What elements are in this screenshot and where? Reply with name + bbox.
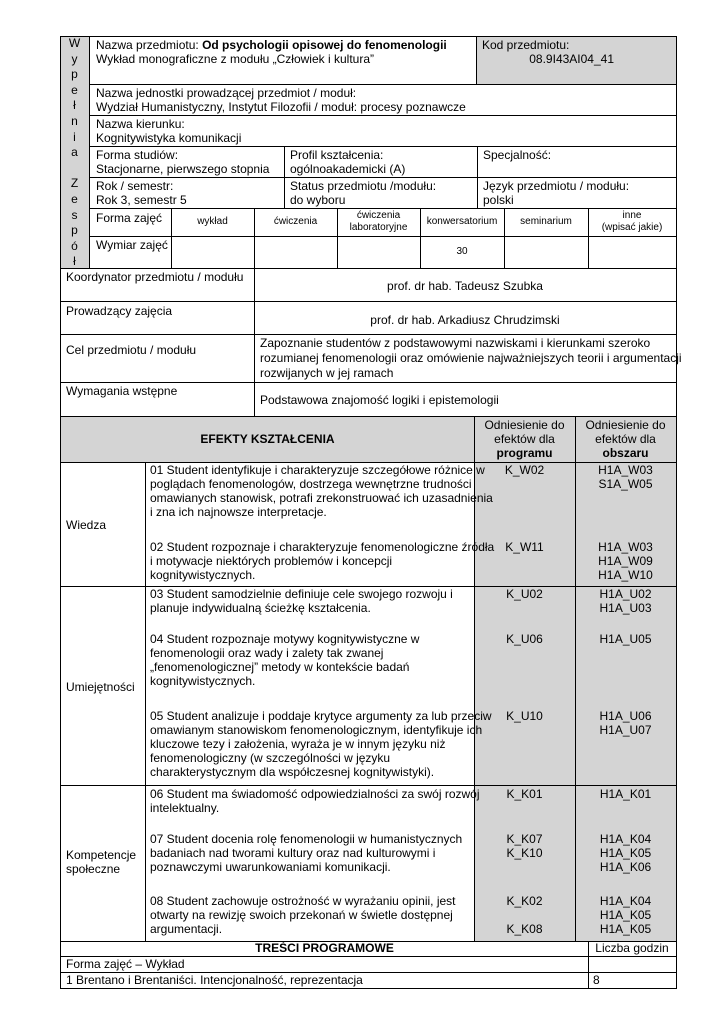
lecturer-value: prof. dr hab. Arkadiusz Chrudzimski	[370, 313, 560, 327]
profile-label: Profil kształcenia:	[290, 148, 384, 162]
spec-label: Specjalność:	[483, 148, 552, 162]
program-title: TREŚCI PROGRAMOWE	[255, 941, 394, 955]
effect-01-prog: K_W02	[504, 463, 545, 477]
year-value: Rok 3, semestr 5	[96, 193, 187, 207]
program-hours-head: Liczba godzin	[595, 941, 669, 955]
effect-04: 04 Student rozpoznaje motywy kognitywistyczne w fenomenologii oraz wady i zalety tak zwanej „fenomenologicznej” metody w kontekście badań kognitywistycznych.	[150, 632, 420, 688]
effect-06-prog: K_K01	[506, 787, 543, 801]
effect-05-area: H1A_U06 H1A_U07	[599, 709, 652, 737]
year-label: Rok / semestr:	[96, 179, 174, 193]
effect-01-area: H1A_W03 S1A_W05	[598, 463, 653, 491]
status-value: do wyboru	[290, 193, 346, 207]
goal-label: Cel przedmiotu / modułu	[66, 343, 197, 357]
goal-line-3: rozwijanych w jej ramach	[260, 366, 394, 380]
coordinator-value: prof. dr hab. Tadeusz Szubka	[387, 279, 543, 293]
class-type-other: inne (wpisać jakie)	[601, 210, 663, 233]
class-form-label: Forma zajęć	[96, 211, 163, 225]
skills-label: Umiejętności	[66, 680, 135, 694]
class-type-conversation: konwersatorium	[426, 216, 498, 227]
program-row-1: 1 Brentano i Brentaniści. Intencjonalność, reprezentacja	[66, 973, 363, 987]
effect-03-area: H1A_U02 H1A_U03	[599, 587, 652, 615]
side-label-wypelnia-zespol: W y p e ł n i a Z e s p ó ł	[68, 36, 81, 269]
area-ref-head: Odniesienie do efektów dla obszaru	[585, 418, 666, 460]
effect-03: 03 Student samodzielnie definiuje cele swojego rozwoju i planuje indywidualną ścieżkę kształcenia.	[150, 587, 453, 615]
effect-04-prog: K_U06	[506, 632, 543, 646]
class-type-seminar: seminarium	[520, 216, 572, 227]
effect-07-area: H1A_K04 H1A_K05 H1A_K06	[599, 832, 652, 874]
effect-08-area: H1A_K04 H1A_K05 H1A_K05	[599, 894, 652, 936]
prog-ref-head: Odniesienie do efektów dla programu	[484, 418, 565, 460]
effect-06: 06 Student ma świadomość odpowiedzialności za swój rozwój intelektualny.	[150, 787, 480, 815]
hours-conversation: 30	[456, 246, 468, 257]
unit-value: Wydział Humanistyczny, Instytut Filozofii / moduł: procesy poznawcze	[96, 100, 466, 114]
effect-03-prog: K_U02	[506, 587, 543, 601]
effect-07: 07 Student docenia rolę fenomenologii w humanistycznych badaniach nad tworami kultury oraz nad kulturowymi i poznawczymi uwarunkowaniami komunikacji.	[150, 832, 463, 874]
program-row-1-hours: 8	[593, 973, 600, 987]
effect-02: 02 Student rozpoznaje i charakteryzuje fenomenologiczne źródła i motywacje niektórych problemów i koncepcji kognitywistycznych.	[150, 540, 495, 582]
effect-08: 08 Student zachowuje ostrożność w wyrażaniu opinii, jest otwarty na rewizję swoich przekonań w świetle dostępnej argumentacji.	[150, 894, 456, 936]
knowledge-label: Wiedza	[66, 518, 107, 532]
form-label: Forma studiów:	[96, 148, 179, 162]
effect-05: 05 Student analizuje i poddaje krytyce argumenty za lub przeciw omawianym stanowiskom fenomenologicznym, identyfikuje ich kluczowe tezy i założenia, wyraża je w innym języku niż fenomenologiczny (w szczególności w języku charakterystycznym dla współczesnej kognitywistyki).	[150, 709, 492, 779]
class-type-lecture: wykład	[197, 216, 228, 227]
course-name: Nazwa przedmiotu: Od psychologii opisowej do fenomenologii	[96, 38, 447, 52]
requirements-value: Podstawowa znajomość logiki i epistemologii	[260, 393, 499, 407]
requirements-label: Wymagania wstępne	[66, 384, 178, 398]
social-label: Kompetencje społeczne	[66, 848, 137, 876]
lang-value: polski	[483, 193, 514, 207]
coordinator-label: Koordynator przedmiotu / modułu	[66, 270, 244, 284]
goal-line-1: Zapoznanie studentów z podstawowymi nazwiskami i kierunkami szeroko	[260, 336, 651, 350]
goal-line-2: rozumianej fenomenologii oraz omówienie najważniejszych teorii i argumentacji	[260, 351, 682, 365]
lang-label: Język przedmiotu / modułu:	[483, 179, 630, 193]
effects-title: EFEKTY KSZTAŁCENIA	[200, 432, 335, 446]
class-type-lab: ćwiczenia laboratoryjne	[349, 210, 408, 233]
course-sub: Wykład monograficzne z modułu „Człowiek i kultura”	[96, 52, 374, 66]
class-type-exercises: ćwiczenia	[273, 216, 318, 227]
effect-07-prog: K_K07 K_K10	[506, 832, 543, 860]
status-label: Status przedmiotu /modułu:	[290, 179, 437, 193]
field-value: Kognitywistyka komunikacji	[96, 131, 242, 145]
course-code: 08.9I43AI04_41	[529, 52, 614, 66]
program-form: Forma zajęć – Wykład	[66, 957, 185, 971]
form-value: Stacjonarne, pierwszego stopnia	[96, 162, 270, 176]
effect-04-area: H1A_U05	[599, 632, 652, 646]
hours-label: Wymiar zajęć	[96, 238, 168, 252]
unit-label: Nazwa jednostki prowadzącej przedmiot / moduł:	[96, 86, 357, 100]
profile-value: ogólnoakademicki (A)	[290, 162, 406, 176]
effect-05-prog: K_U10	[506, 709, 543, 723]
field-label: Nazwa kierunku:	[96, 117, 185, 131]
effect-08-prog: K_K02 K_K08	[506, 894, 543, 936]
lecturer-label: Prowadzący zajęcia	[66, 304, 173, 318]
effect-02-area: H1A_W03 H1A_W09 H1A_W10	[598, 540, 653, 582]
effect-01: 01 Student identyfikuje i charakteryzuje szczegółowe różnice w poglądach fenomenologów, dostrzega wewnętrzne trudności omawianych stanowisk, potrafi zrekonstruować ich uzasadnienia i zna ich najnowsze interpretacje.	[150, 463, 493, 519]
effect-06-area: H1A_K01	[599, 787, 652, 801]
code-label: Kod przedmiotu:	[482, 38, 570, 52]
effect-02-prog: K_W11	[505, 540, 544, 554]
